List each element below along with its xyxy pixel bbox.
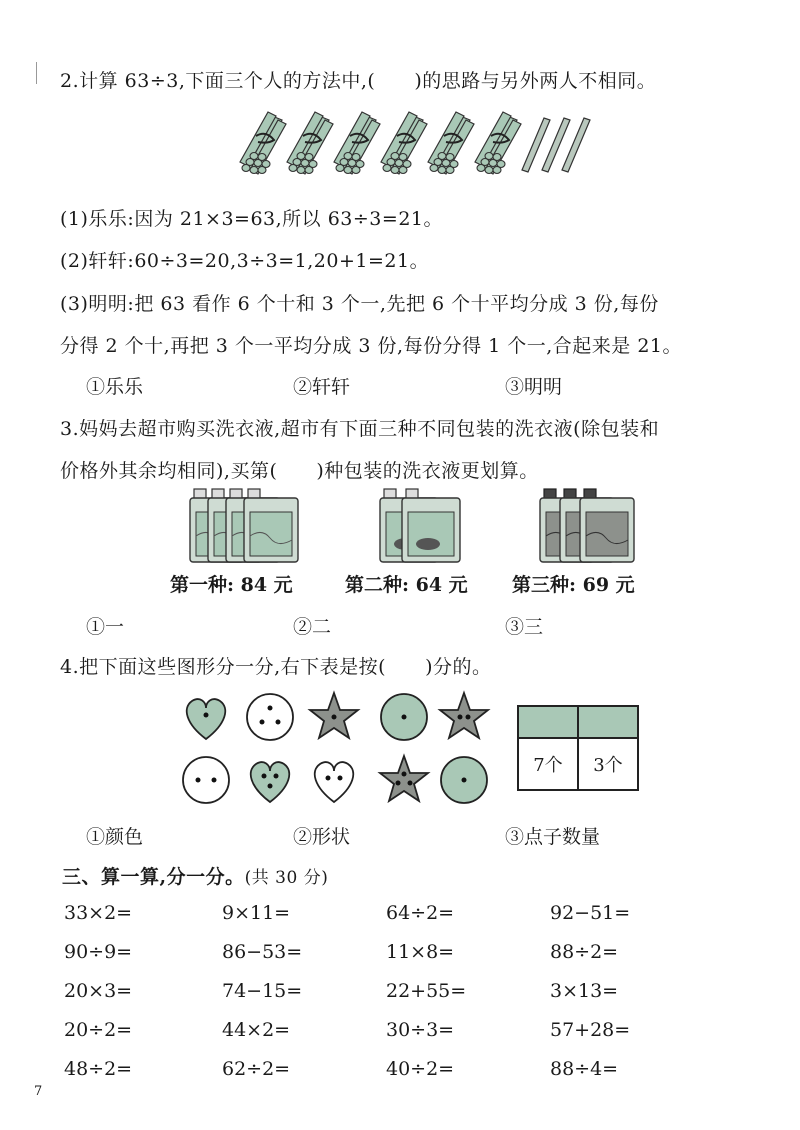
q2-option-2[interactable]: ②轩轩: [293, 376, 351, 398]
detergent-package-1: [186, 486, 304, 566]
q4-option-2[interactable]: ②形状: [293, 826, 351, 848]
circle-shape: [247, 694, 293, 740]
calc-item[interactable]: 33×2=: [64, 902, 133, 924]
section3-heading: [62, 862, 328, 889]
heart-shape: [315, 762, 354, 802]
q2-method-3-line2: 分得 2 个十,再把 3 个一平均分成 3 份,每份分得 1 个一,合起来是 21。: [60, 335, 683, 357]
detergent-package-3: [536, 486, 636, 566]
q3-stem-line2: 价格外其余均相同),买第( )种包装的洗衣液更划算。: [60, 460, 539, 482]
q2-method-1: (1)乐乐:因为 21×3=63,所以 63÷3=21。: [60, 208, 443, 230]
q3-option-2[interactable]: ②二: [293, 616, 332, 638]
calc-item[interactable]: 88÷2=: [550, 941, 619, 963]
calc-item[interactable]: 3×13=: [550, 980, 619, 1002]
bundles-of-sticks-illustration: [238, 110, 594, 180]
calc-item[interactable]: 90÷9=: [64, 941, 133, 963]
q2-option-1[interactable]: ①乐乐: [86, 376, 144, 398]
q4-option-3[interactable]: ③点子数量: [505, 826, 601, 848]
q2-method-2: (2)轩轩:60÷3=20,3÷3=1,20+1=21。: [60, 250, 430, 272]
detergent-package-2: [376, 486, 466, 566]
calc-item[interactable]: 44×2=: [222, 1019, 291, 1041]
table-cell-1: 7个: [533, 755, 563, 776]
margin-mark: [36, 62, 37, 84]
calc-item[interactable]: 86−53=: [222, 941, 303, 963]
classification-table: [517, 705, 639, 791]
shapes-grid: [178, 690, 498, 810]
calc-item[interactable]: 57+28=: [550, 1019, 631, 1041]
q3-option-1[interactable]: ①一: [86, 616, 125, 638]
calc-item[interactable]: 92−51=: [550, 902, 631, 924]
q3-option-3[interactable]: ③三: [505, 616, 544, 638]
heart-shape: [251, 762, 290, 802]
calc-item[interactable]: 62÷2=: [222, 1058, 291, 1080]
calc-item[interactable]: 88÷4=: [550, 1058, 619, 1080]
q3-caption-1: 第一种: 84 元: [170, 574, 293, 596]
q3-caption-3: 第三种: 69 元: [512, 574, 635, 596]
table-cell-2: 3个: [593, 755, 623, 776]
calc-item[interactable]: 64÷2=: [386, 902, 455, 924]
q4-stem: 4.把下面这些图形分一分,右下表是按( )分的。: [60, 656, 492, 678]
calc-item[interactable]: 40÷2=: [386, 1058, 455, 1080]
q2-option-3[interactable]: ③明明: [505, 376, 563, 398]
section3-score: (共 30 分): [244, 868, 329, 888]
q2-stem: 2.计算 63÷3,下面三个人的方法中,( )的思路与另外两人不相同。: [60, 70, 657, 92]
calc-item[interactable]: 74−15=: [222, 980, 303, 1002]
circle-shape: [183, 757, 229, 803]
calc-item[interactable]: 30÷3=: [386, 1019, 455, 1041]
q2-method-3-line1: (3)明明:把 63 看作 6 个十和 3 个一,先把 6 个十平均分成 3 份,每份: [60, 293, 659, 315]
q4-option-1[interactable]: ①颜色: [86, 826, 144, 848]
calc-item[interactable]: 20×3=: [64, 980, 133, 1002]
calc-item[interactable]: 48÷2=: [64, 1058, 133, 1080]
q3-caption-2: 第二种: 64 元: [345, 574, 468, 596]
star-shape: [440, 693, 488, 738]
star-shape: [380, 756, 428, 801]
calc-item[interactable]: 11×8=: [386, 941, 455, 963]
calc-item[interactable]: 9×11=: [222, 902, 291, 924]
heart-shape: [187, 699, 226, 739]
calc-item[interactable]: 20÷2=: [64, 1019, 133, 1041]
calc-item[interactable]: 22+55=: [386, 980, 467, 1002]
page-number: 7: [34, 1084, 43, 1099]
q3-stem-line1: 3.妈妈去超市购买洗衣液,超市有下面三种不同包装的洗衣液(除包装和: [60, 418, 660, 440]
section3-title: 三、算一算,分一分。: [62, 866, 245, 888]
